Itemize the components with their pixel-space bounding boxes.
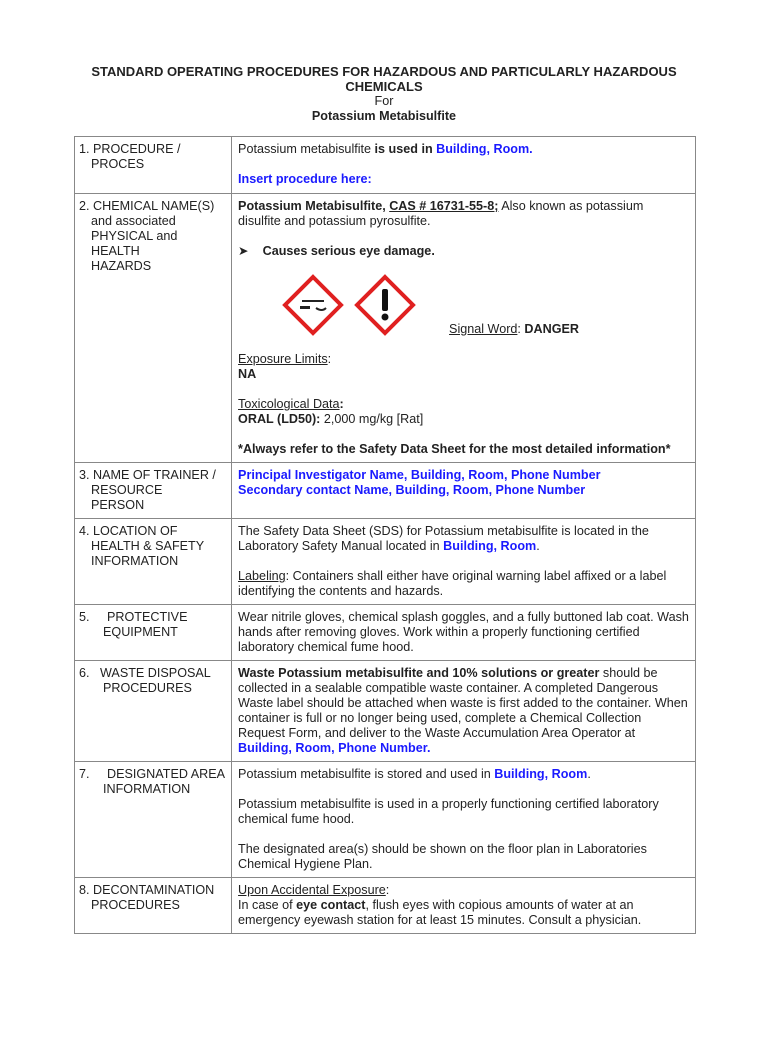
text: Potassium metabisulfite is stored and used in (238, 767, 495, 781)
contact-placeholder: Building, Room, Phone Number. (238, 741, 431, 755)
row-waste (75, 661, 696, 762)
label: 6. WASTE DISPOSAL (79, 666, 211, 680)
signal-word-label: Signal Word (449, 322, 518, 336)
label: RESOURCE (91, 483, 163, 497)
label: 4. LOCATION OF (79, 524, 178, 538)
text: should be collected in a sealable compatible waste container. A completed Dangerous Waste label should be attached when waste is first added to the container. When container is full or no longer being used, complete a Chemical Collection Request Form, and deliver to the Waste Accumulation Area Operator at (238, 666, 688, 740)
label: PROCES (91, 157, 145, 171)
label: INFORMATION (91, 554, 179, 568)
for-label: For (374, 94, 394, 108)
label: PHYSICAL and (91, 229, 178, 243)
location-placeholder: Building, Room (443, 539, 537, 553)
row-chemical-name: 2. CHEMICAL NAME(S) and associated PHYSICAL and HEALTH HAZARDS Potassium Metabisulfite, CAS # 16731-55-8; Also known as potassium disulfite and potassium pyrosulfite. ➤ Causes serious eye damage. Signal Word: DANGER Exposure Limits: NA Toxicological Data: ORAL (LD50): 2,000 mg/kg [Rat] *Always refer to the Safety Data Sheet for the most detailed information* (75, 194, 696, 463)
label: PROCEDURES (91, 898, 180, 912)
exposure-value: NA (238, 367, 257, 381)
sds-note: *Always refer to the Safety Data Sheet for the most detailed information* (238, 442, 671, 456)
signal-word: DANGER (524, 322, 579, 336)
tox-key: ORAL (LD50): (238, 412, 321, 426)
row-trainer (75, 463, 696, 519)
label: 1. PROCEDURE / (79, 142, 181, 156)
location-placeholder: Building, Room. (436, 142, 533, 156)
label: 2. CHEMICAL NAME(S) (79, 199, 215, 213)
label: INFORMATION (103, 782, 191, 796)
row-location: 4. LOCATION OF HEALTH & SAFETY INFORMATION The Safety Data Sheet (SDS) for Potassium metabisulfite is located in the Laboratory Safety Manual located in Building, Room. Labeling: Containers shall either have original warning label affixed or a label identifying the contents and hazards. (75, 519, 696, 605)
text: Potassium metabisulfite (238, 142, 372, 156)
sop-table (74, 136, 696, 934)
hazard-statement: Causes serious eye damage. (262, 244, 435, 258)
text: In case of (238, 898, 297, 912)
exposure-label: Exposure Limits (238, 352, 328, 366)
label: 3. NAME OF TRAINER / (79, 468, 216, 482)
label: HEALTH (91, 244, 140, 258)
exposure-heading: Upon Accidental Exposure (238, 883, 386, 897)
chemical-name: Potassium Metabisulfite (311, 109, 457, 123)
corrosion-pictogram-icon (282, 274, 344, 336)
text: is used in (371, 142, 437, 156)
labeling-label: Labeling (238, 569, 286, 583)
document-title: STANDARD OPERATING PROCEDURES FOR HAZARDOUS AND PARTICULARLY HAZARDOUS CHEMICALS (91, 64, 677, 94)
document-header (0, 64, 768, 124)
label: PROCEDURES (103, 681, 192, 695)
row-ppe (75, 605, 696, 661)
text: The designated area(s) should be shown on the floor plan in Laboratories Chemical Hygiene Plan. (238, 842, 647, 871)
label: HAZARDS (91, 259, 152, 273)
pi-contact: Principal Investigator Name, Building, Room, Phone Number (238, 468, 601, 482)
label: PERSON (91, 498, 145, 512)
row-procedure (75, 137, 696, 194)
arrow-bullet-icon: ➤ (238, 244, 249, 258)
text: eye contact (296, 898, 366, 912)
label: 5. PROTECTIVE (79, 610, 188, 624)
text: Waste Potassium metabisulfite and 10% solutions or greater (238, 666, 600, 680)
text: The Safety Data Sheet (SDS) for Potassium metabisulfite is located in the Laboratory Safety Manual located in (238, 524, 649, 553)
label: 7. DESIGNATED AREA (79, 767, 226, 781)
tox-label: Toxicological Data (238, 397, 340, 411)
exclamation-pictogram-icon (354, 274, 416, 336)
label: 8. DECONTAMINATION (79, 883, 215, 897)
label: EQUIPMENT (103, 625, 178, 639)
text: : Containers shall either have original warning label affixed or a label identifying the contents and hazards. (238, 569, 667, 598)
secondary-contact: Secondary contact Name, Building, Room, Phone Number (238, 483, 586, 497)
text: , flush eyes with copious amounts of water at an emergency eyewash station for at least 15 minutes. Consult a physician. (238, 898, 642, 927)
label: HEALTH & SAFETY (91, 539, 205, 553)
aka: Also known as potassium disulfite and potassium pyrosulfite. (238, 199, 644, 228)
text: Wear nitrile gloves, chemical splash goggles, and a fully buttoned lab coat. Wash hands after removing gloves. Work within a properly functioning certified laboratory chemical fume hood. (238, 610, 689, 654)
label: and associated (91, 214, 176, 228)
procedure-placeholder: Insert procedure here: (238, 172, 372, 186)
row-decontamination: 8. DECONTAMINATION PROCEDURES Upon Accidental Exposure: In case of eye contact, flush eyes with copious amounts of water at an emergency eyewash station for at least 15 minutes. Consult a physician. (75, 878, 696, 934)
tox-value: 2,000 mg/kg [Rat] (320, 412, 424, 426)
row-designated-area: 7. DESIGNATED AREA INFORMATION Potassium metabisulfite is stored and used in Building, Room. Potassium metabisulfite is used in a properly functioning certified laboratory chemical fume hood. The designated area(s) should be shown on the floor plan in Laboratories Chemical Hygiene Plan. (75, 762, 696, 878)
text: Potassium metabisulfite is used in a properly functioning certified laboratory chemical fume hood. (238, 797, 659, 826)
cas-number: CAS # 16731-55-8; (389, 199, 499, 213)
chem-name: Potassium Metabisulfite, (238, 199, 390, 213)
location-placeholder: Building, Room (494, 767, 588, 781)
